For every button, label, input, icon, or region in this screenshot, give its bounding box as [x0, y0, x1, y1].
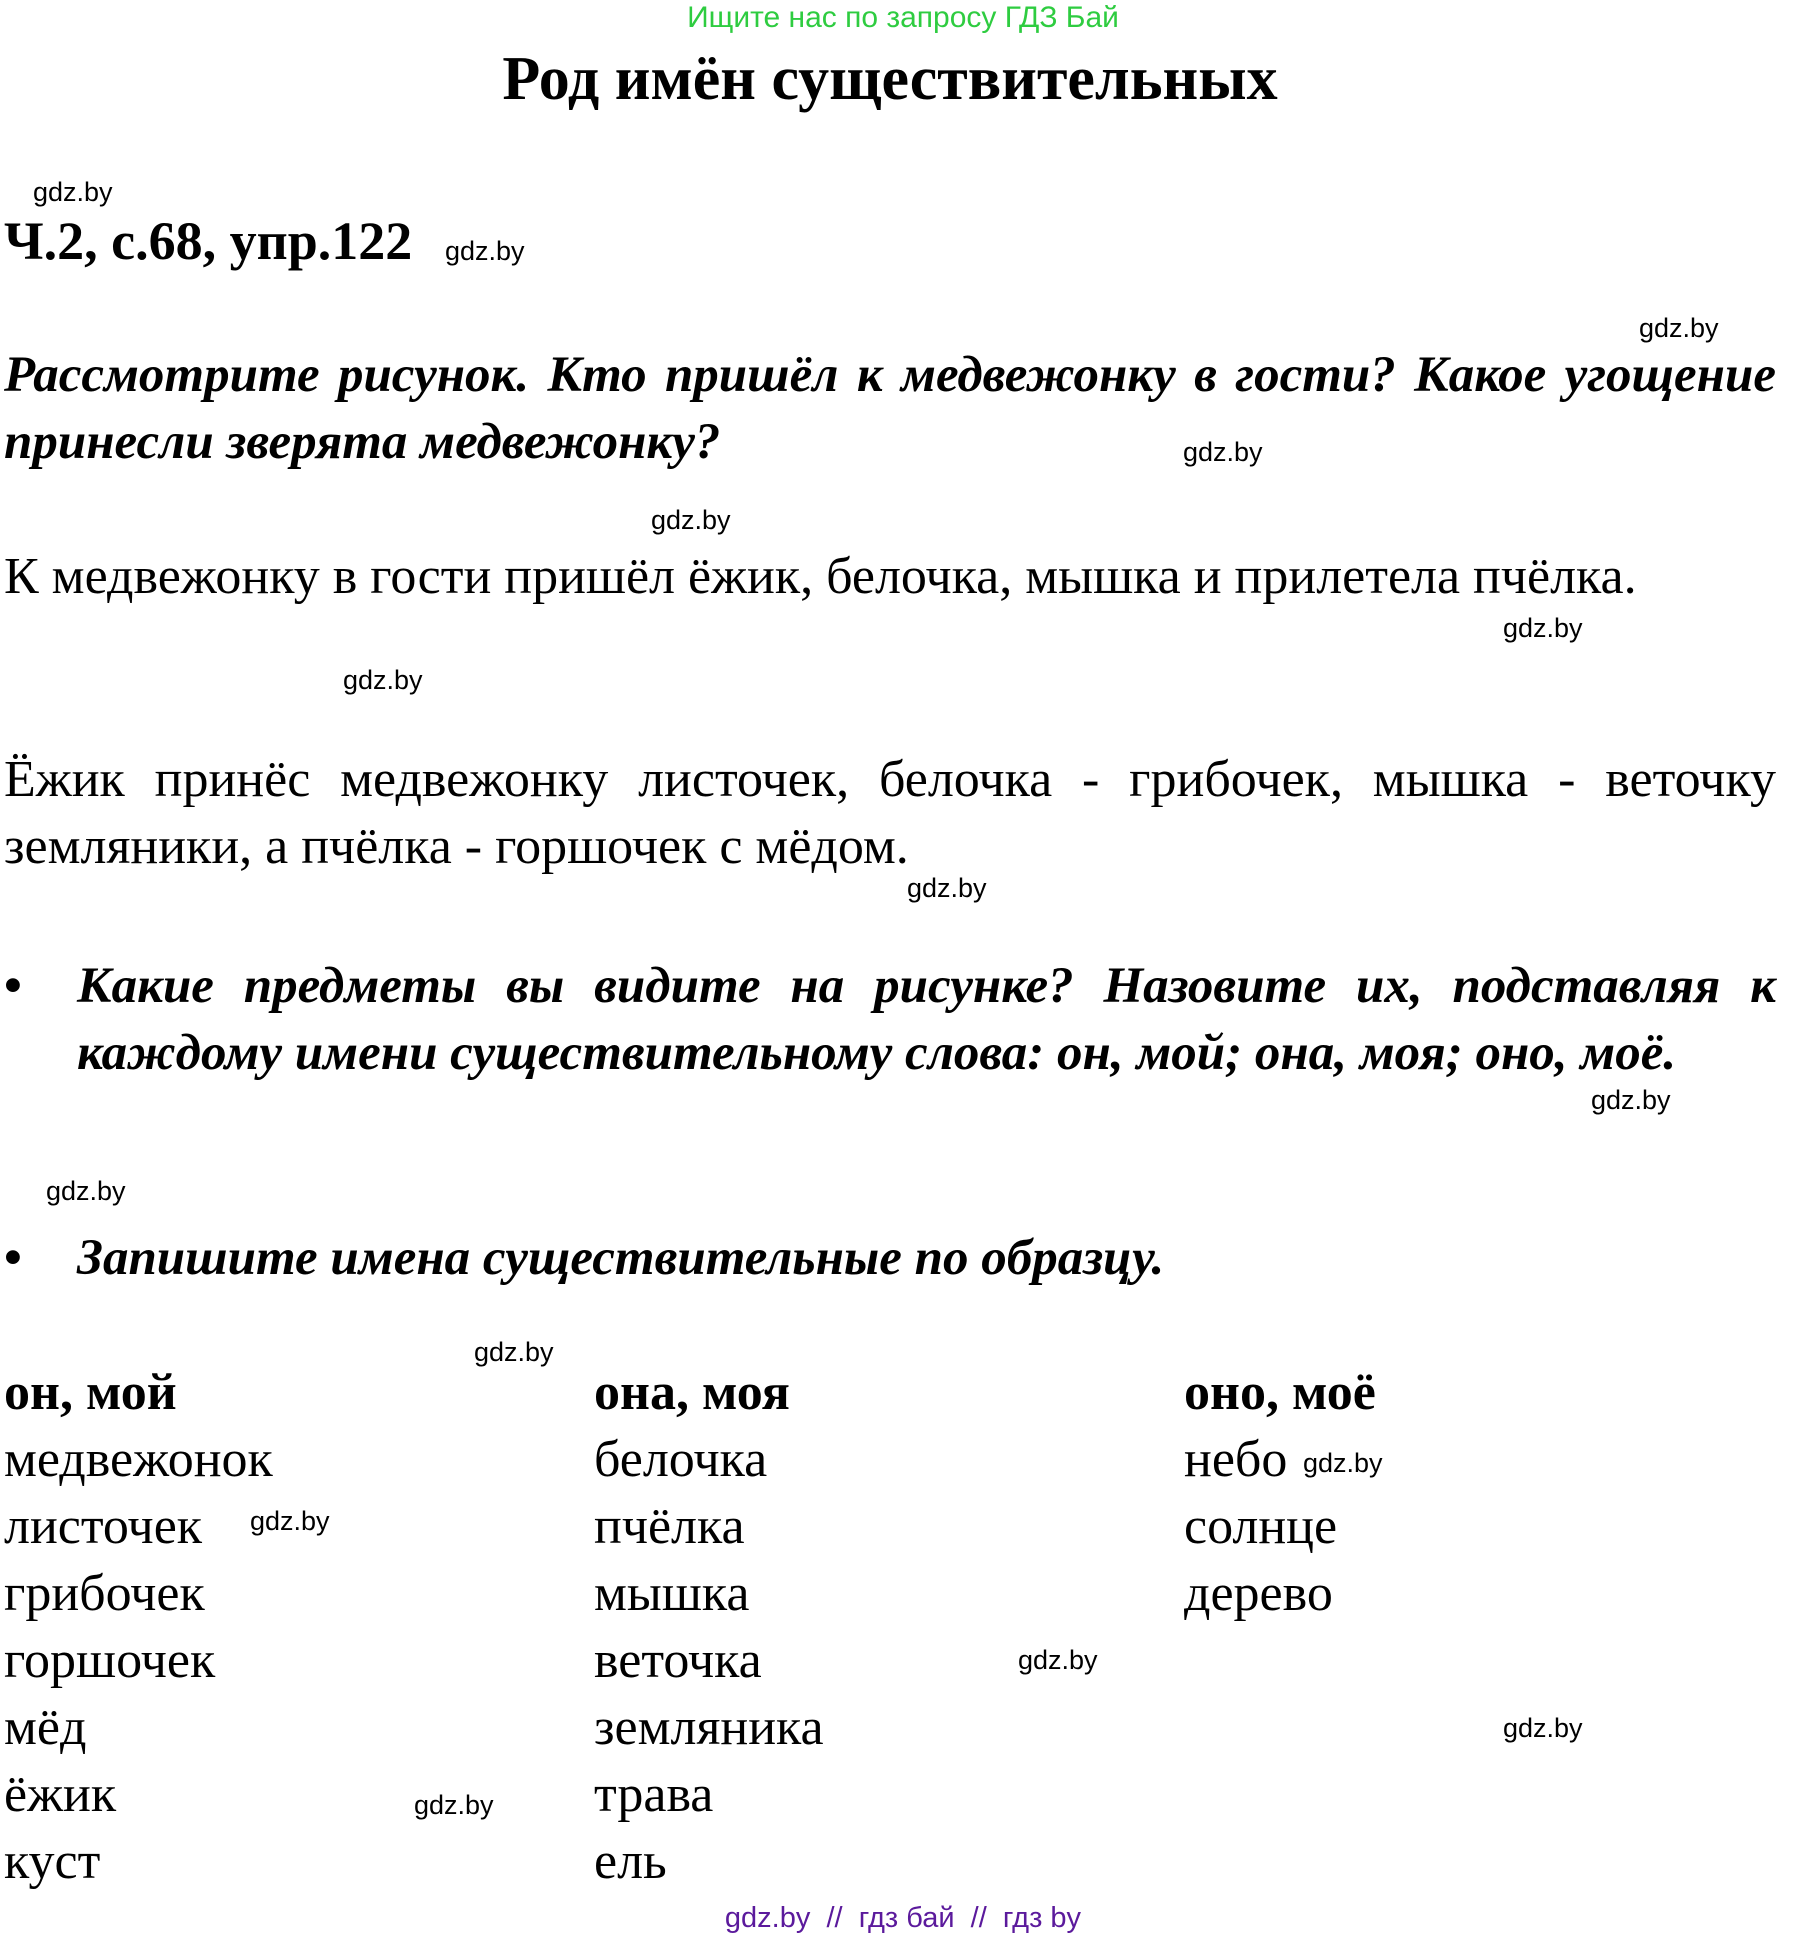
- watermark: gdz.by: [445, 236, 525, 266]
- watermark: gdz.by: [1018, 1645, 1098, 1675]
- page-title: Род имён существительных: [502, 45, 1278, 113]
- word: веточка: [594, 1632, 762, 1689]
- watermark: gdz.by: [250, 1506, 330, 1536]
- word: грибочек: [4, 1565, 205, 1622]
- watermark: gdz.by: [907, 873, 987, 903]
- watermark: gdz.by: [343, 665, 423, 695]
- word: небо: [1184, 1431, 1288, 1488]
- watermark: gdz.by: [1639, 313, 1719, 343]
- bullet-marker: •: [4, 1230, 22, 1286]
- column-header: оно, моё: [1184, 1364, 1376, 1421]
- word: медвежонок: [4, 1431, 273, 1488]
- watermark: gdz.by: [1303, 1448, 1383, 1478]
- watermark: gdz.by: [1503, 613, 1583, 643]
- bullet-item: [4, 953, 1776, 1087]
- word: дерево: [1184, 1565, 1333, 1622]
- word: трава: [594, 1766, 714, 1823]
- column-header: она, моя: [594, 1364, 790, 1421]
- word: ель: [594, 1833, 667, 1890]
- footer-links[interactable]: gdz.by // гдз бай // гдз by: [724, 1902, 1082, 1934]
- word: мёд: [4, 1699, 87, 1756]
- word: пчёлка: [594, 1498, 745, 1555]
- word: листочек: [4, 1498, 203, 1555]
- word: мышка: [594, 1565, 750, 1622]
- bullet-text: Запишите имена существительные по образцу.: [77, 1230, 1165, 1286]
- task-text: Рассмотрите рисунок. Кто пришёл к медвежонку в гости? Какое угощение принесли зверята медвежонку?: [4, 347, 1776, 470]
- watermark: gdz.by: [1183, 437, 1263, 467]
- watermark: gdz.by: [1591, 1085, 1671, 1115]
- column-masculine: [4, 1359, 273, 1895]
- word: ёжик: [4, 1766, 117, 1823]
- word: белочка: [594, 1431, 768, 1488]
- watermark: gdz.by: [33, 177, 113, 207]
- word: горшочек: [4, 1632, 216, 1689]
- watermark: gdz.by: [651, 505, 731, 535]
- answer-paragraph-1: К медвежонку в гости пришёл ёжик, белочка, мышка и прилетела пчёлка.: [4, 548, 1637, 605]
- bullet-item: [4, 1225, 1776, 1292]
- bullet-text: Какие предметы вы видите на рисунке? Назовите их, подставляя к каждому имени существительному слова: он, мой; она, моя; оно, моё.: [77, 958, 1776, 1081]
- word: солнце: [1184, 1498, 1338, 1555]
- watermark: gdz.by: [46, 1176, 126, 1206]
- search-banner: Ищите нас по запросу ГДЗ Бай: [687, 1, 1119, 34]
- watermark: gdz.by: [474, 1337, 554, 1367]
- word: куст: [4, 1833, 101, 1890]
- exercise-number: Ч.2, с.68, упр.122: [4, 211, 413, 271]
- word: земляника: [594, 1699, 824, 1756]
- column-neuter: [1184, 1359, 1376, 1627]
- answer-paragraph-2: Ёжик принёс медвежонку листочек, белочка - грибочек, мышка - веточку земляники, а пчёлка - горшочек с мёдом.: [4, 751, 1776, 875]
- column-header: он, мой: [4, 1364, 177, 1421]
- watermark: gdz.by: [414, 1790, 494, 1820]
- bullet-marker: •: [4, 958, 22, 1014]
- watermark: gdz.by: [1503, 1713, 1583, 1743]
- column-feminine: [594, 1359, 824, 1895]
